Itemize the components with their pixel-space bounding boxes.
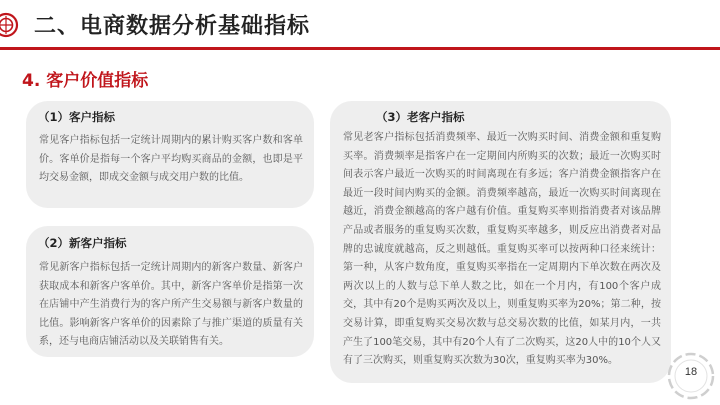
section-title: 4. 客户价值指标 bbox=[22, 71, 149, 91]
header-divider bbox=[0, 47, 720, 50]
card-body: 常见新客户指标包括一定统计周期内的新客户数量、新客户获取成本和新客户客单价。其中，新客户客单价是指第一次在店铺中产生消费行为的客户所产生交易额与新客户数量的比值。影响新客户客单价的因素除了与推广渠道的质量有关系，还与电商店铺活动以及关联销售有关。 bbox=[39, 262, 303, 348]
card-title: （2）新客户指标 bbox=[38, 236, 127, 250]
customer-metrics-card bbox=[26, 101, 314, 208]
circular-seal-icon bbox=[0, 12, 26, 38]
page-title: 二、电商数据分析基础指标 bbox=[34, 14, 311, 39]
returning-customer-metrics-card bbox=[330, 101, 671, 383]
new-customer-metrics-card bbox=[26, 226, 314, 357]
card-body: 常见客户指标包括一定统计周期内的累计购买客户数和客单价。客单价是指每一个客户平均购买商品的金额，也即是平均交易金额，即成交金额与成交用户数的比值。 bbox=[39, 135, 303, 184]
page-number: 18 bbox=[684, 366, 698, 378]
card-title: （1）客户指标 bbox=[38, 110, 116, 124]
card-title: （3）老客户指标 bbox=[376, 110, 465, 124]
card-body: 常见老客户指标包括消费频率、最近一次购买时间、消费金额和重复购买率。消费频率是指客户在一定期间内所购买的次数；最近一次购买时间表示客户最近一次购买的时间离现在有多远；客户消费金额指客户在最近一段时间内购买的金额。消费频率越高，最近一次购买时间离现在越近，消费金额越高的客户越有价值。重复购买率则指消费者对该品牌产品或者服务的重复购买次数，重复购买率越多，则反应出消费者对品牌的忠诚度就越高，反之则越低。重复购买率可以按两种口径来统计：第一种，从客户数角度，重复购买率指在一定周期内下单次数在两次及两次以上的人数与总下单人数之比，如在一个月内，有100个客户成交，其中有20个是购买两次及以上，则重复购买率为20%；第二种，按交易计算，即重复购买交易次数与总交易次数的比值，如某月内，一共产生了100笔交易，其中有20个人有了二次购买，这20人中的10个人又有了三次购买，则重复购买次数为30次，重复购买率为30%。 bbox=[343, 132, 661, 367]
